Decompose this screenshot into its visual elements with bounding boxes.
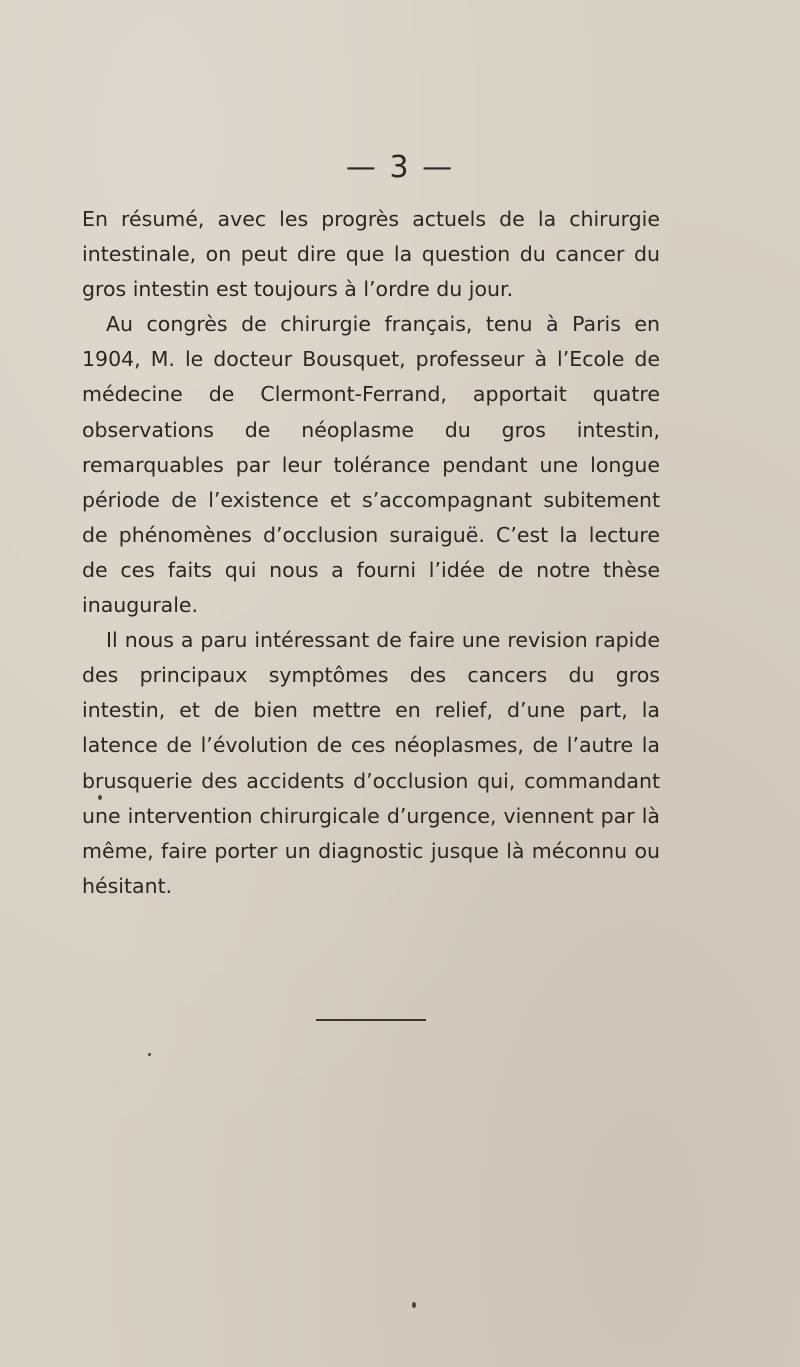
page-number: — 3 — [345,150,455,185]
end-rule [316,1019,426,1021]
paragraph-congress: Au congrès de chirurgie français, tenu à Paris en 1904, M. le docteur Bousquet, professeur à l’Ecole de médecine de Clermont-Ferrand, apportait quatre observations de néoplasme du gros intestin, remarquables par leur tolérance pendant une longue période de l’existence et s’accompagnant subitement de phénomènes d’occlusion suraiguë. C’est la lecture de ces faits qui nous a fourni l’idée de notre thèse inaugurale. [82,312,660,618]
ink-speck [148,1053,151,1056]
paragraph-summary: En résumé, avec les progrès actuels de la chirurgie intestinale, on peut dire que la question du cancer du gros intestin est toujours à l’ordre du jour. [82,207,660,302]
paragraph-thesis-aim: Il nous a paru intéressant de faire une revision rapide des principaux symptômes des cancers du gros intestin, et de bien mettre en relief, d’une part, la latence de l’évolution de ces néoplasmes, de l’autre la brusquerie des accidents d’occlusion qui, commandant une intervention chirurgicale d’urgence, viennent par là même, faire porter un diagnostic jusque là méconnu ou hésitant. [82,628,660,898]
body-text [82,202,660,904]
ink-speck [98,795,102,800]
ink-speck [412,1302,416,1308]
